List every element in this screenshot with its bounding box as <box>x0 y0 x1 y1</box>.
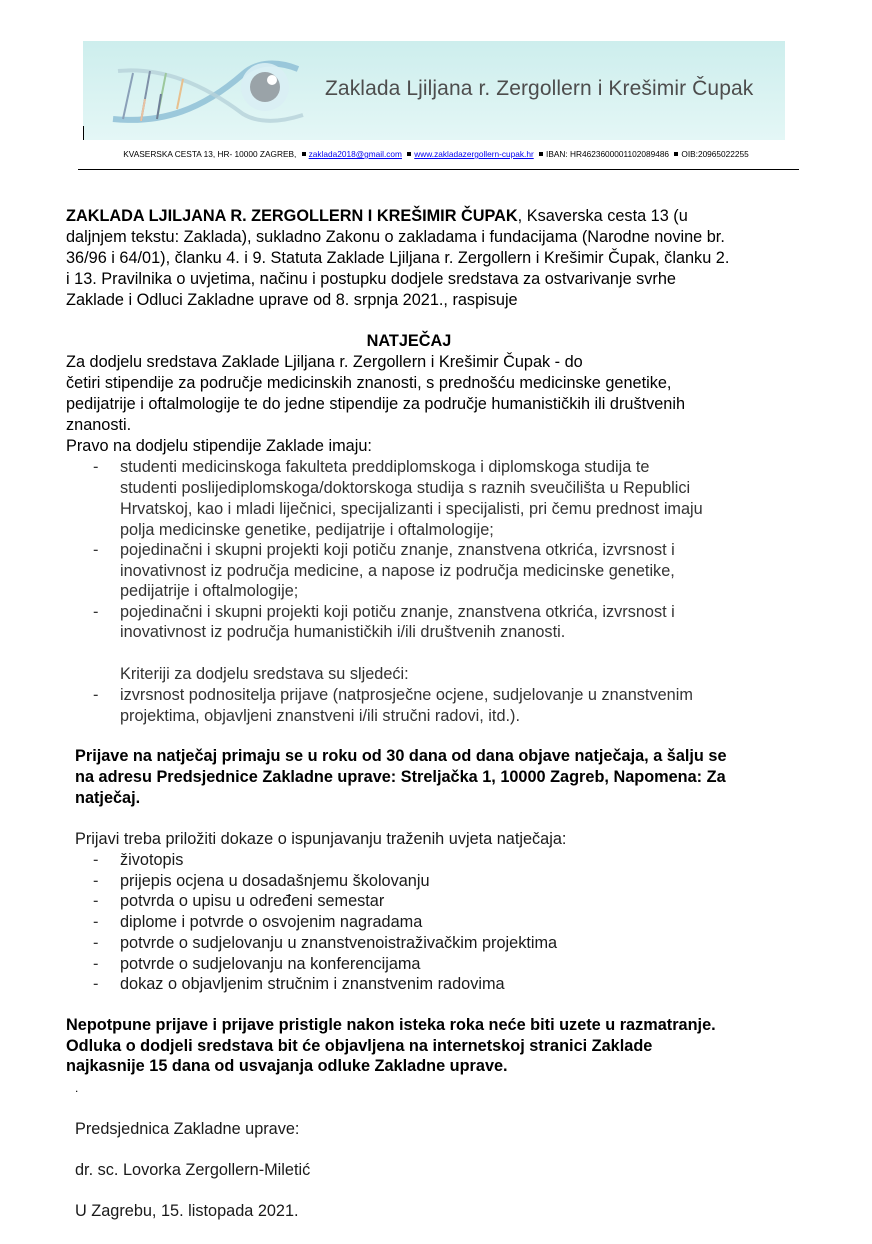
list-item: dokaz o objavljenim stručnim i znanstvenim radovima <box>120 975 505 993</box>
separator-bullet <box>539 152 543 156</box>
separator-bullet <box>407 152 411 156</box>
intro-text: , Ksaverska cesta 13 (u <box>517 207 688 225</box>
submission-line-2: na adresu Predsjednice Zakladne uprave: Streljačka 1, 10000 Zagreb, Napomena: Za <box>75 768 726 786</box>
intro-line-3: 36/96 i 64/01), članku 4. i 9. Statuta Zaklade Ljiljana r. Zergollern i Krešimir Čupak, članku 2. <box>66 249 730 267</box>
list-item-cont: Hrvatskoj, kao i mladi liječnici, specijalizanti i specijalisti, pri čemu prednost imaju <box>120 500 703 518</box>
text-cursor <box>83 126 84 140</box>
org-name: ZAKLADA LJILJANA R. ZERGOLLERN I KREŠIMIR ČUPAK <box>66 207 518 225</box>
notice-line-3: najkasnije 15 dana od usvajanja odluke Zakladne uprave. <box>66 1057 508 1075</box>
letterhead-title: Zaklada Ljiljana r. Zergollern i Krešimir Čupak <box>325 77 754 100</box>
purpose-line-4: znanosti. <box>66 416 132 434</box>
list-item: životopis <box>120 851 184 869</box>
intro-line-5: Zaklade i Odluci Zakladne uprave od 8. srpnja 2021., raspisuje <box>66 291 518 309</box>
list-item-cont: inovativnost iz područja medicine, a napose iz područja medicinske genetike, <box>120 562 675 580</box>
purpose-line-2: četiri stipendije za područje medicinskih znanosti, s prednošću medicinske genetike, <box>66 374 672 392</box>
list-bullet: - <box>93 851 99 869</box>
list-item-cont: inovativnost iz područja humanističkih i/ili društvenih znanosti. <box>120 623 566 641</box>
list-item-cont: pedijatrije i oftalmologije; <box>120 582 299 600</box>
attachments-title: Prijavi treba priložiti dokaze o ispunjavanju traženih uvjeta natječaja: <box>75 830 567 848</box>
separator-bullet <box>302 152 306 156</box>
list-item: izvrsnost podnositelja prijave (natprosječne ocjene, sudjelovanje u znanstvenim <box>120 686 693 704</box>
list-item-cont: projektima, objavljeni znanstveni i/ili stručni radovi, itd.). <box>120 707 520 725</box>
address: KVASERSKA CESTA 13, HR- 10000 ZAGREB, <box>123 149 297 159</box>
email-link[interactable]: zaklada2018@gmail.com <box>308 149 402 159</box>
page-title: NATJEČAJ <box>366 332 452 350</box>
notice-line-2: Odluka o dodjeli sredstava bit će objavljena na internetskoj stranici Zaklade <box>66 1037 653 1055</box>
iban: IBAN: HR4623600001102089486 <box>546 149 670 159</box>
purpose-line-1: Za dodjelu sredstava Zaklade Ljiljana r. Zergollern i Krešimir Čupak - do <box>66 353 583 371</box>
list-bullet: - <box>93 975 99 993</box>
list-item: potvrda o upisu u određeni semestar <box>120 892 385 910</box>
purpose-line-3: pedijatrije i oftalmologije te do jedne stipendije za područje humanističkih ili društvenih <box>66 395 686 413</box>
list-bullet: - <box>93 541 99 559</box>
list-bullet: - <box>93 686 99 704</box>
list-bullet: - <box>93 603 99 621</box>
list-bullet: - <box>93 458 99 476</box>
signature-place-date: U Zagrebu, 15. listopada 2021. <box>75 1202 299 1220</box>
list-bullet: - <box>93 892 99 910</box>
intro-line-1 <box>66 206 688 227</box>
criteria-title: Kriteriji za dodjelu sredstava su sljedeći: <box>120 665 409 683</box>
notice-line-1: Nepotpune prijave i prijave pristigle nakon isteka roka neće biti uzete u razmatranje. <box>66 1016 716 1034</box>
list-item-cont: studenti poslijediplomskoga/doktorskoga studija s raznih sveučilišta u Republici <box>120 479 691 497</box>
list-bullet: - <box>93 934 99 952</box>
list-bullet: - <box>93 913 99 931</box>
list-bullet: - <box>93 872 99 890</box>
list-bullet: - <box>93 955 99 973</box>
list-item: diplome i potvrde o osvojenim nagradama <box>120 913 423 931</box>
contact-line <box>0 149 872 159</box>
dna-eye-logo-icon <box>93 49 313 139</box>
list-item-cont: polja medicinske genetike, pedijatrije i oftalmologije; <box>120 521 494 539</box>
website-link[interactable]: www.zakladazergollern-cupak.hr <box>414 149 534 159</box>
eligibility-title: Pravo na dodjelu stipendije Zaklade imaju: <box>66 437 372 455</box>
list-item: studenti medicinskoga fakulteta preddiplomskoga i diplomskoga studija te <box>120 458 650 476</box>
signature-role: Predsjednica Zakladne uprave: <box>75 1120 300 1138</box>
oib: OIB:20965022255 <box>681 149 749 159</box>
signature-name: dr. sc. Lovorka Zergollern-Miletić <box>75 1161 311 1179</box>
list-item: potvrde o sudjelovanju na konferencijama <box>120 955 421 973</box>
list-item: prijepis ocjena u dosadašnjemu školovanju <box>120 872 430 890</box>
list-item: potvrde o sudjelovanju u znanstvenoistraživačkim projektima <box>120 934 558 952</box>
submission-line-3: natječaj. <box>75 789 141 807</box>
letterhead-banner <box>83 41 785 140</box>
intro-line-4: i 13. Pravilnika o uvjetima, načinu i postupku dodjele sredstava za ostvarivanje svrhe <box>66 270 676 288</box>
stray-dot: . <box>75 1081 79 1095</box>
list-item: pojedinačni i skupni projekti koji potiču znanje, znanstvena otkrića, izvrsnost i <box>120 603 675 621</box>
separator-bullet <box>674 152 678 156</box>
header-divider <box>78 169 799 170</box>
intro-line-2: daljnjem tekstu: Zaklada), sukladno Zakonu o zakladama i fundacijama (Narodne novine br. <box>66 228 725 246</box>
list-item: pojedinačni i skupni projekti koji potiču znanje, znanstvena otkrića, izvrsnost i <box>120 541 675 559</box>
submission-line-1: Prijave na natječaj primaju se u roku od 30 dana od dana objave natječaja, a šalju se <box>75 747 727 765</box>
